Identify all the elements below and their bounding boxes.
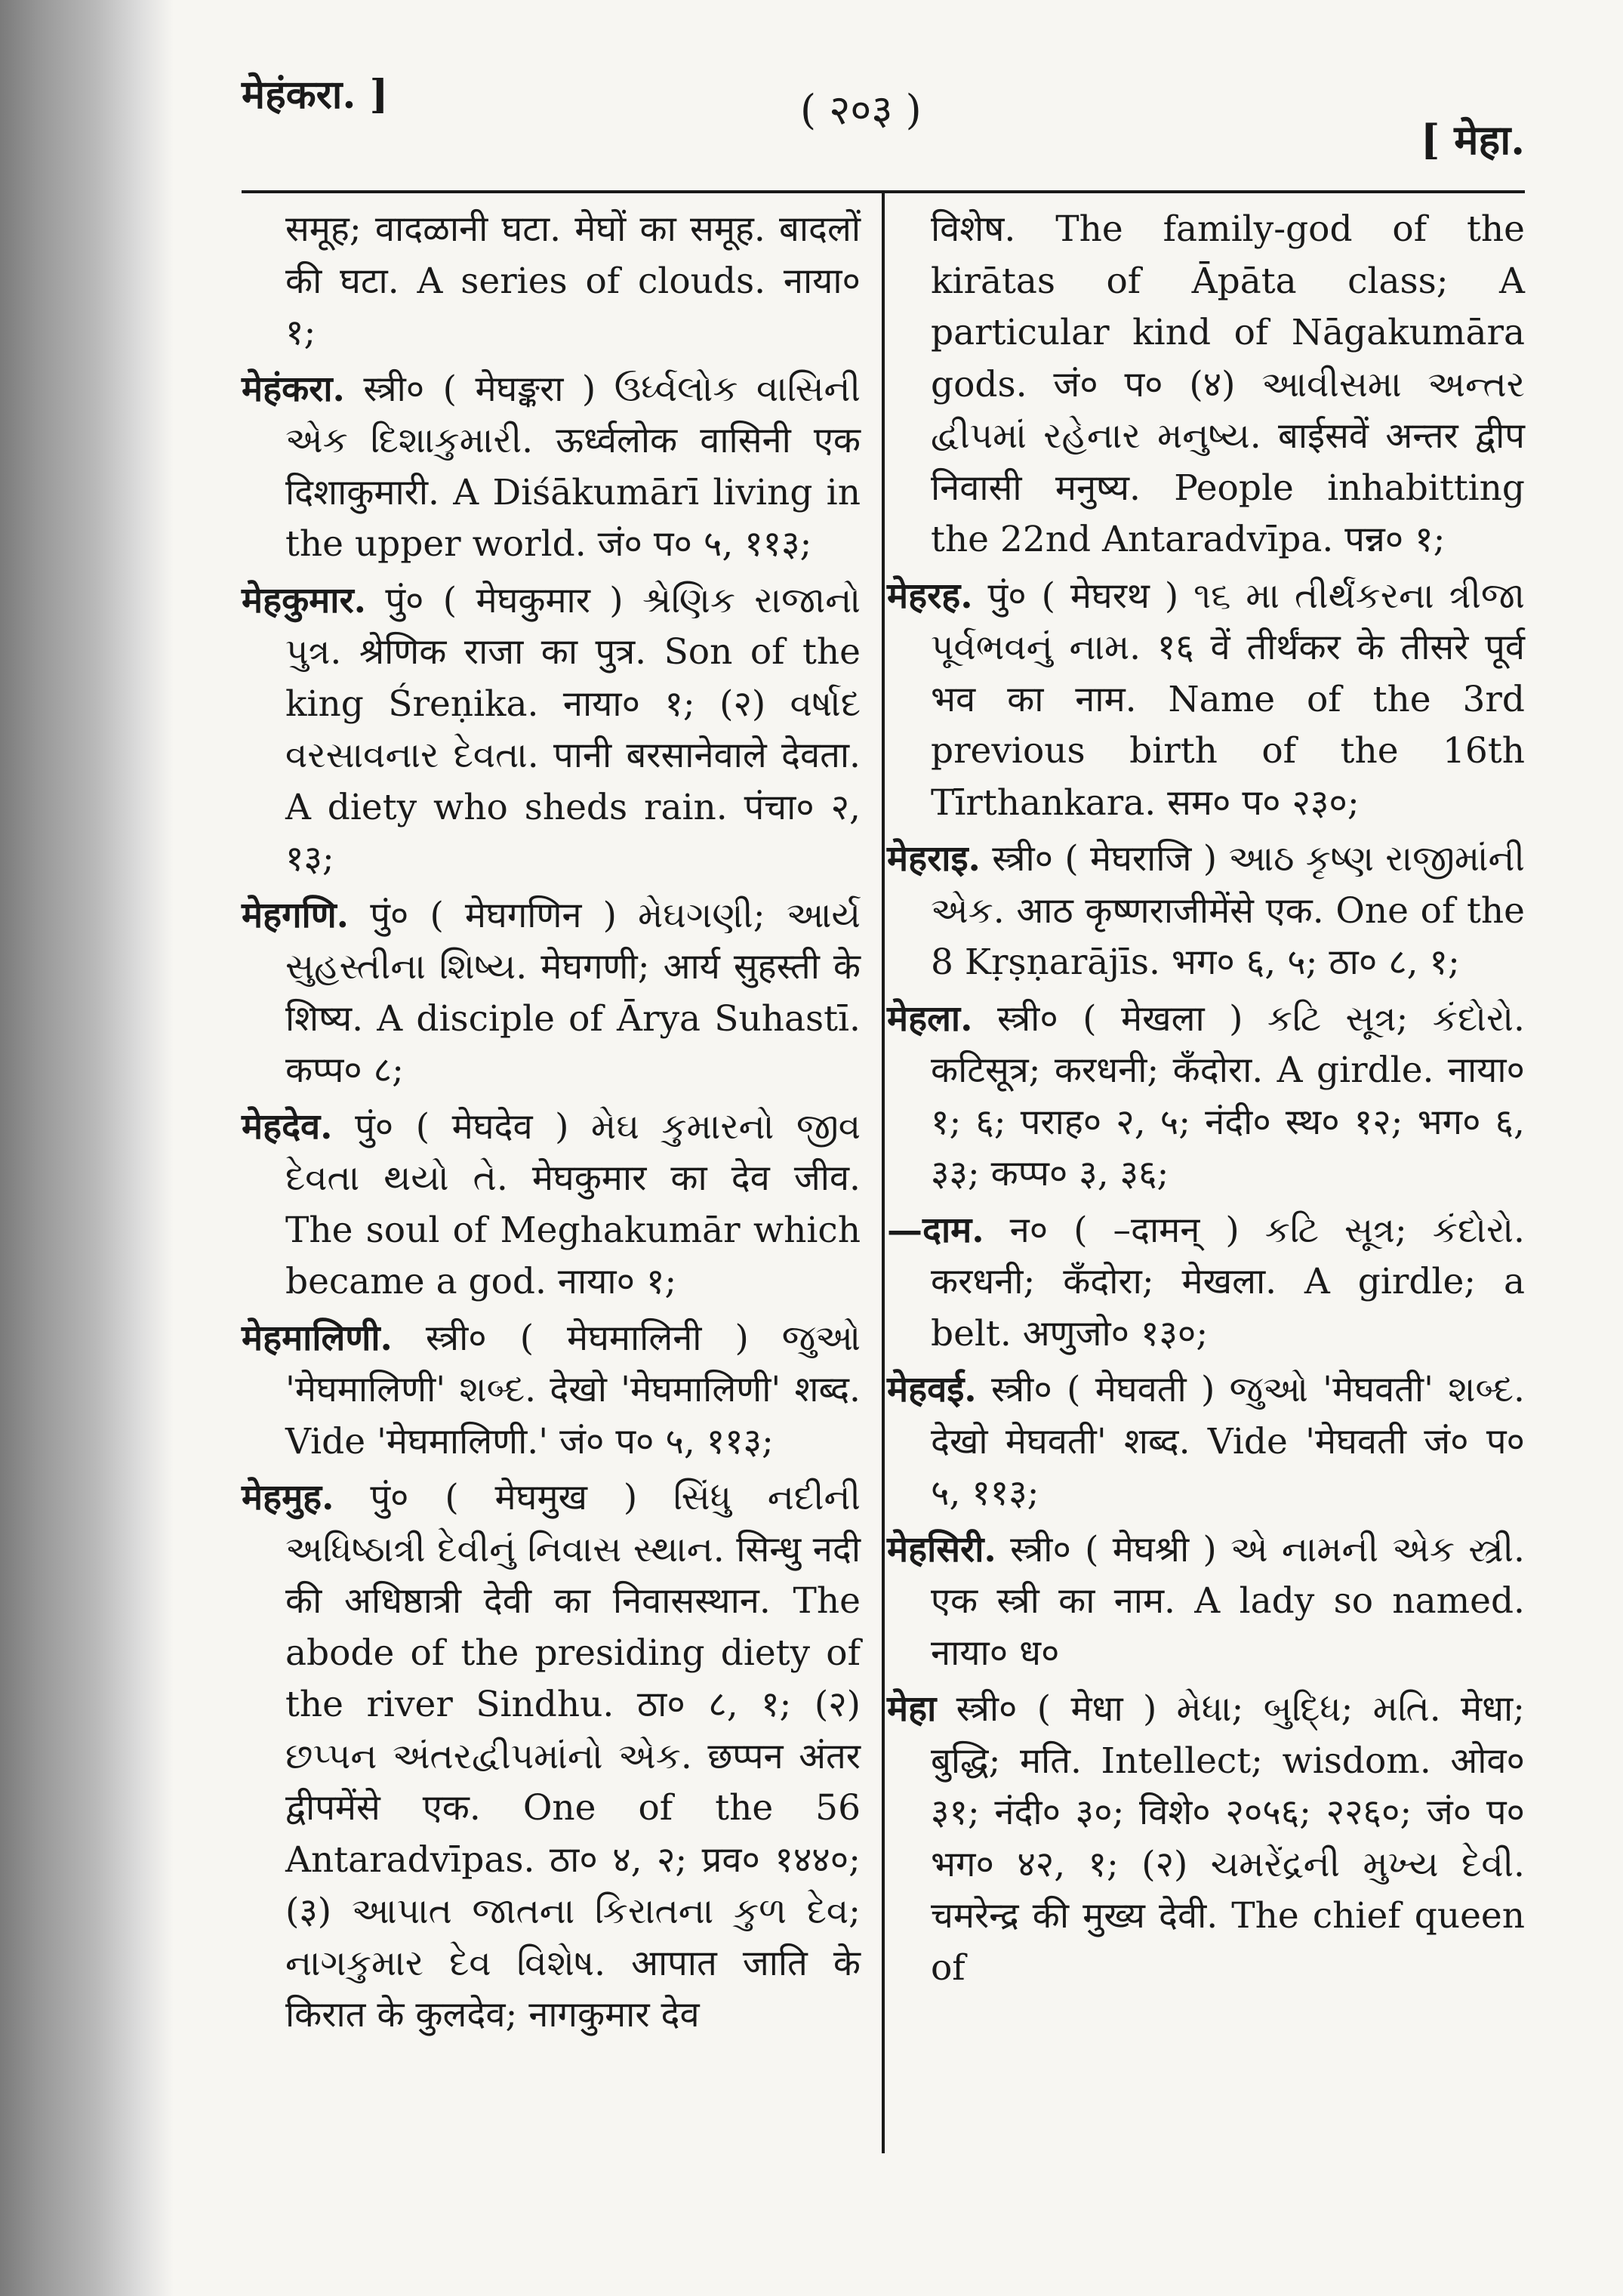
- left-continuation: समूह; वादळानी घटा. मेघों का समूह. बादलों की घटा. A series of clouds. नाया० १;: [285, 208, 861, 353]
- column-divider: [882, 190, 885, 2153]
- right-column: [887, 204, 1525, 1999]
- entry-body: पुं० ( मेघदेव ) મેઘ કુમારનો જીવ દેવતા થયો તે. मेघकुमार का देव जीव. The soul of Meghakumār which became a god. नाया० १;: [285, 1105, 861, 1302]
- entry-body: स्त्री० ( मेघश्री ) એ નામની એક સ્ત્રી. एक स्त्री का नाम. A lady so named. नाया० ध०: [931, 1528, 1525, 1674]
- dictionary-entry: [242, 1313, 861, 1469]
- dictionary-entry: [887, 1524, 1525, 1680]
- entry-headword: मेहवई.: [887, 1369, 977, 1410]
- dictionary-entry: [242, 1102, 861, 1308]
- dictionary-entry: [887, 994, 1525, 1200]
- dictionary-entry: [242, 364, 861, 571]
- entry-body: स्त्री० ( मेघराजि ) આઠ કૃષ્ણ રાજીમાંની એક. आठ कृष्णराजीमेंसे एक. One of the 8 Kṛṣṇarājīs. भग० ६, ५; ठा० ८, १;: [931, 838, 1525, 983]
- header-first-word: मेहंकरा. ]: [242, 72, 389, 118]
- entry-headword: मेहरह.: [887, 575, 973, 617]
- book-spine-shadow: [0, 0, 174, 2296]
- entry-body: पुं० ( मेघरथ ) ૧૬ મા તીર્થંકરના ત્રીજા પૂર્વભવનું નામ. १६ वें तीर्थंकर के तीसरे पूर्व भव का नाम. Name of the 3rd previous birth of the 16th Tīrthankara. सम० प० २३०;: [931, 575, 1525, 824]
- page-number: ( २०३ ): [800, 86, 922, 134]
- entry-body: स्त्री० ( मेखला ) કટિ સૂત્ર; કંદોરો. कटिसूत्र; करधनी; कँदोरा. A girdle. नाया० १; ६; पराह० २, ५; नंदी० स्थ० १२; भग० ६, ३३; कप्प० ३, ३६;: [931, 997, 1525, 1194]
- dictionary-entry: [242, 1472, 861, 2042]
- entry-body: स्त्री० ( मेघङ्करा ) ઉર્ધ્વલોક વાસિની એક દિશાકુમારી. ऊर्ध्वलोक वासिनी एक दिशाकुमारी. A Diśākumārī living in the upper world. जं० प० ५, ११३;: [285, 368, 861, 565]
- dictionary-entry: [887, 834, 1525, 989]
- entry-body: पुं० ( मेघगणिन ) મેઘગણી; આર્ય સુહસ્તીના શિષ્ય. मेघगणी; आर्य सुहस्ती के शिष्य. A disciple of Ārya Suhastī. कप्प० ८;: [285, 894, 861, 1091]
- entry-headword: —दाम.: [887, 1209, 984, 1251]
- entry-body: स्त्री० ( मेघवती ) જુઓ 'मेघवती' શબ્દ. देखो मेघवती' शब्द. Vide 'मेघवती जं० प० ५, ११३;: [931, 1369, 1525, 1514]
- dictionary-subentry: [887, 1205, 1525, 1361]
- entry-headword: मेहसिरी.: [887, 1528, 996, 1570]
- entry-headword: मेहमालिणी.: [242, 1317, 393, 1359]
- dictionary-entry: [242, 575, 861, 886]
- entry-body: पुं० ( मेघकुमार ) શ્રેણિક રાજાનો પુત્ર. श्रेणिक राजा का पुत्र. Son of the king Śreṇika. नाया० १; (२) વર્ષાદ વરસાવનાર દેવતા. पानी बरसानेवाले देवता. A diety who sheds rain. पंचा० २, १३;: [285, 579, 861, 880]
- entry-headword: मेहदेव.: [242, 1105, 333, 1148]
- page-header: [242, 66, 1525, 164]
- entry-headword: मेहराइ.: [887, 838, 981, 880]
- entry-headword: मेहकुमार.: [242, 579, 367, 621]
- entry-headword: मेहंकरा.: [242, 368, 345, 410]
- entry-body: स्त्री० ( मेधा ) મેધા; બુદ્ધિ; મતિ. मेधा; बुद्धि; मति. Intellect; wisdom. ओव० ३१; नंदी० ३०; विशे० २०५६; २२६०; जं० प० भग० ४२, १; (२) ચમરેંદ્રની મુખ્ય દેવી. चमरेन्द्र की मुख्य देवी. The chief queen of: [931, 1688, 1525, 1989]
- entry-body: स्त्री० ( मेघमालिनी ) જુઓ 'मेघमालिणी' શબ્દ. देखो 'मेघमालिणी' शब्द. Vide 'मेघमालिणी.' जं० प० ५, ११३;: [285, 1317, 861, 1462]
- dictionary-entry: [887, 1364, 1525, 1520]
- entry-body: न० ( –दामन् ) કટિ સૂત્ર; કંદોરો. करधनी; कँदोरा; मेखला. A girdle; a belt. अणुजो० १३०;: [931, 1209, 1525, 1354]
- dictionary-entry: [242, 890, 861, 1097]
- entry-headword: मेहा: [887, 1688, 937, 1730]
- left-column: [242, 204, 861, 2046]
- dictionary-entry: [887, 571, 1525, 830]
- dictionary-entry: [887, 1684, 1525, 1994]
- header-last-word: [ मेहा.: [1420, 116, 1525, 164]
- entry-body: पुं० ( मेघमुख ) સિંધુ નદીની અધિષ્ઠાત્રી દેવીનું નિવાસ સ્થાન. सिन्धु नदी की अधिष्ठात्री देवी का निवासस्थान. The abode of the presiding diety of the river Sindhu. ठा० ८, १; (२) છપ્પન અંતરદ્વીપમાંનો એક. छप्पन अंतर द्वीपमेंसे एक. One of the 56 Antaradvīpas. ठा० ४, २; प्रव० १४४०; (३) આપાત જાતના કિરાતના કુળ દેવ; નાગકુમાર દેવ વિશેષ. आपात जाति के किरात के कुलदेव; नागकुमार देव: [285, 1477, 861, 2036]
- right-continuation: विशेष. The family-god of the kirātas of Āpāta class; A particular kind of Nāgakumāra gods. जं० प० (४) આવીસમા અન્તર દ્વીપમાં રહેનાર મનુષ્ય. बाईसवें अन्तर द्वीप निवासी मनुष्य. People inhabitting the 22nd Antaradvīpa. पन्न० १;: [931, 208, 1525, 560]
- entry-headword: मेहमुह.: [242, 1477, 334, 1518]
- entry-headword: मेहला.: [887, 997, 973, 1040]
- entry-headword: मेहगणि.: [242, 894, 350, 936]
